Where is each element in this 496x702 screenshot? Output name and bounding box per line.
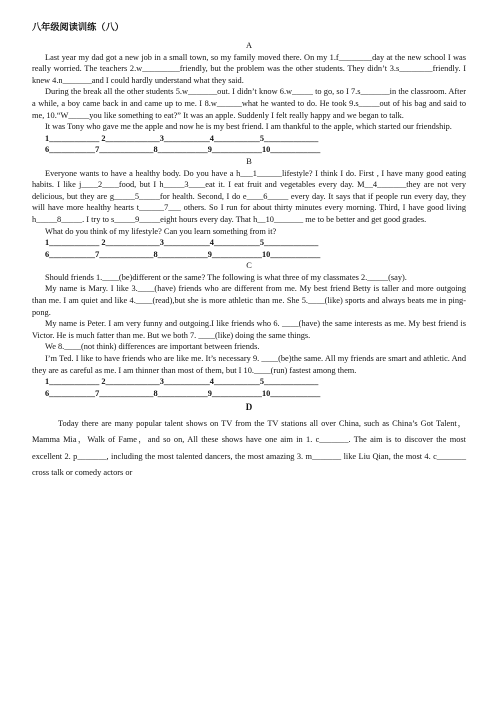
section-a-answer-row-1: 1____________ 2_____________3___________4___________5_____________ — [45, 133, 319, 143]
section-c-paragraph-5: I’m Ted. I like to have friends who are like me. It’s necessary 9. ____(be)the same. All my friends are smart and athletic. And they are as careful as me. I am thinner than most of them, but I 10.____(run) fastest among them. — [32, 354, 466, 375]
section-c-paragraph-4: We 8.____(not think) differences are important between friends. — [45, 342, 260, 352]
section-b-answer-row-1: 1____________ 2_____________3___________4___________5_____________ — [45, 238, 319, 248]
section-b-answer-row-2: 6___________7_____________8____________9____________10____________ — [45, 249, 321, 259]
section-b-paragraph-1: Everyone wants to have a healthy body. Do you have a h___1______lifestyle? I think I do. First , I have many good eating habits. I like j____2____food, but I h_____3____eat it. I eat fruit and vegetables every day. M__4_______they are not very delicious, but they are g_____5_____for health. Second, I do e____6_____ every day. It says that if people run every day, they will have more healthy hearts t______7___ others. So I run for about thirty minutes every morning. Third, I have good living h_____8_____. I try to s_____9_____eight hours every day. That h__10_______ me to be better and get good grades. — [32, 168, 466, 224]
section-a-answer-row-2: 6___________7_____________8____________9____________10____________ — [45, 145, 321, 155]
section-a-paragraph-1: Last year my dad got a new job in a small town, so my family moved there. On my 1.f________day at the new school I was really worried. The teachers 2.w_________friendly, but the problem was the other students. They didn’t 3.s________friendly. I knew 4.n_______and I could hardly understand what they said. — [32, 52, 466, 85]
section-c-paragraph-3: My name is Peter. I am very funny and outgoing.I like friends who 6. ____(have) the same interests as me. My best friend is Victor. He is much fatter than me. But we both 7. ____(like) doing the same things. — [32, 319, 466, 340]
section-c-answer-row-1: 1____________ 2_____________3___________4___________5_____________ — [45, 377, 319, 387]
section-c-paragraph-1: Should friends 1.____(be)different or the same? The following is what three of my classmates 2._____(say). — [45, 272, 407, 282]
section-c — [32, 260, 466, 399]
section-a-heading: A — [245, 41, 253, 50]
section-a — [32, 40, 466, 156]
section-c-heading: C — [246, 261, 252, 271]
section-a-paragraph-3: It was Tony who gave me the apple and now he is my best friend. I am thankful to the apple, which started our friendship. — [45, 122, 452, 132]
section-c-answer-row-2: 6___________7_____________8____________9____________10____________ — [45, 388, 321, 398]
section-b-heading: B — [246, 156, 252, 166]
section-d — [32, 399, 466, 481]
section-b — [32, 156, 466, 260]
section-d-heading: D — [245, 402, 253, 413]
section-b-paragraph-2: What do you think of my lifestyle? Can you learn something from it? — [45, 226, 277, 236]
section-c-paragraph-2: My name is Mary. I like 3.____(have) friends who are different from me. My best friend Betty is taller and more outgoing than me. I am quiet and like 4.____(read),but she is more athletic than me. She 5.____(like) sports and always beats me in ping-pong. — [32, 284, 466, 317]
section-d-paragraph-1: Today there are many popular talent shows on TV from the TV stations all over China, such as China’s Got Talent，Mamma Mia，Walk of Fame，and so on, All these shows have one aim in 1. c_______. The aim is to discover the most excellent 2. p_______, including the most talented dancers, the most amazing 3. m_______ like Liu Qian, the most 4. c_______ cross talk or comedy actors or — [32, 418, 466, 478]
worksheet-page — [32, 22, 466, 481]
section-a-paragraph-2: During the break all the other students 5.w_______out. I didn’t know 6.w_____ to go, so I 7.s_______in the classroom. After a while, a boy came back in and came up to me. I 8.w______what he wanted to do. He took 9.s_____out of his bag and said to me, 10.“W_____you like something to eat?” It was an apple. Suddenly I felt really happy and we began to talk. — [32, 87, 466, 120]
page-title: 八年级阅读训练（八） — [32, 22, 124, 33]
